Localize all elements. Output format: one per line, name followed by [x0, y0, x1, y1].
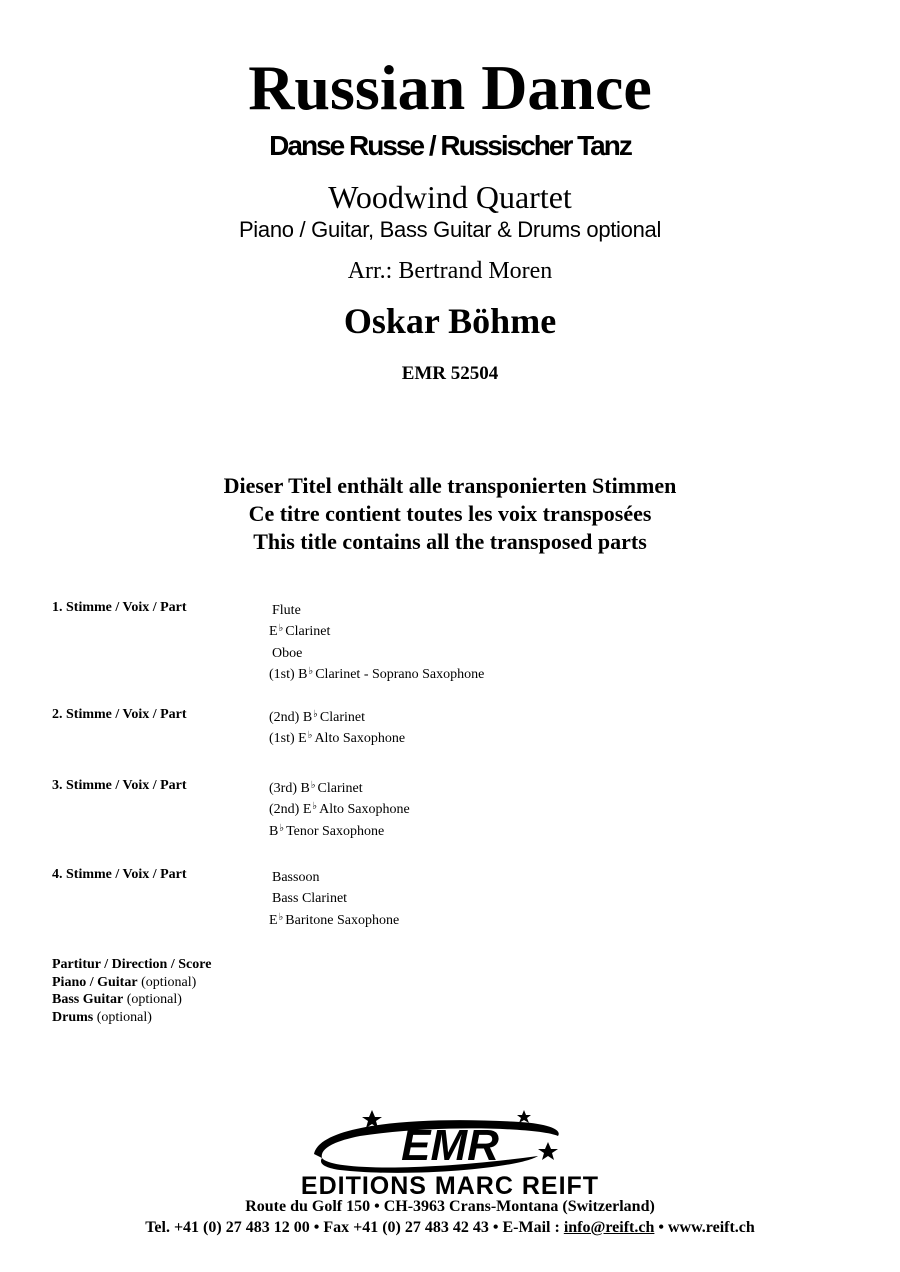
- additional-parts: [52, 956, 211, 1026]
- instrument-line: (1st) E♭ Alto Saxophone: [269, 730, 406, 747]
- flat-symbol: ♭: [279, 822, 285, 834]
- instrument-line: E♭ Baritone Saxophone: [269, 911, 400, 928]
- part-2-label: 2. Stimme / Voix / Part: [52, 707, 187, 722]
- instrument-line: (1st) B♭ Clarinet - Soprano Saxophone: [269, 665, 485, 682]
- part-1-instruments: [269, 599, 484, 684]
- flat-symbol: ♭: [313, 709, 318, 720]
- phone: Tel. +41 (0) 27 483 12 00: [145, 1219, 310, 1236]
- logo-mark: EMR: [401, 1121, 499, 1170]
- subtitle: Danse Russe / Russischer Tanz: [269, 130, 631, 161]
- page-title: Russian Dance: [248, 52, 652, 123]
- flat-symbol: ♭: [307, 730, 313, 742]
- part-2-instruments: [269, 706, 405, 749]
- flat-symbol: ♭: [308, 665, 314, 677]
- instrument-line: (3rd) B♭ Clarinet: [269, 780, 363, 796]
- flat-symbol: ♭: [310, 780, 316, 791]
- instrument-line: Flute: [272, 603, 301, 618]
- instrument-line: (2nd) E♭ Alto Saxophone: [269, 801, 410, 818]
- emr-logo: [300, 1106, 600, 1198]
- instrument-line: (2nd) B♭ Clarinet: [269, 709, 365, 725]
- ensemble: Woodwind Quartet: [328, 179, 572, 215]
- instrument-line: Bass Clarinet: [272, 891, 348, 907]
- website-link[interactable]: www.reift.ch: [668, 1219, 755, 1236]
- part-1-label: 1. Stimme / Voix / Part: [52, 600, 187, 615]
- extra-piano-guitar: Piano / Guitar (optional): [52, 974, 197, 990]
- instrument-line: Bassoon: [272, 870, 320, 885]
- notice-english: This title contains all the transposed parts: [253, 529, 647, 554]
- part-4-instruments: [269, 866, 399, 930]
- instrument-line: E♭ Clarinet: [269, 623, 331, 640]
- flat-symbol: ♭: [278, 911, 284, 923]
- catalog-number: EMR 52504: [401, 363, 499, 384]
- notice-german: Dieser Titel enthält alle transponierten Stimmen: [223, 473, 677, 498]
- extra-drums: Drums (optional): [52, 1009, 152, 1025]
- fax: Fax +41 (0) 27 483 42 43: [323, 1219, 489, 1236]
- flat-symbol: ♭: [278, 623, 284, 635]
- part-3-instruments: [269, 777, 410, 841]
- flat-symbol: ♭: [312, 801, 318, 813]
- composer: Oskar Böhme: [343, 301, 557, 341]
- part-4-label: 4. Stimme / Voix / Part: [52, 867, 187, 882]
- email-link[interactable]: info@reift.ch: [563, 1219, 655, 1236]
- extra-score: Partitur / Direction / Score: [52, 957, 212, 972]
- notice-french: Ce titre contient toutes les voix transposées: [248, 501, 652, 526]
- instrument-line: B♭ Tenor Saxophone: [269, 822, 385, 839]
- arranger: Arr.: Bertrand Moren: [347, 258, 553, 284]
- publisher-contact: Tel. +41 (0) 27 483 12 00 • Fax +41 (0) 27 483 42 43 • E-Mail : info@reift.ch • www.reift.ch: [145, 1219, 755, 1236]
- part-3-label: 3. Stimme / Voix / Part: [52, 778, 187, 793]
- extra-bass-guitar: Bass Guitar (optional): [52, 992, 182, 1007]
- publisher-address: Route du Golf 150 • CH-3963 Crans-Montana (Switzerland): [245, 1198, 655, 1215]
- publisher-name: EDITIONS MARC REIFT: [300, 1172, 600, 1198]
- optional-instruments: Piano / Guitar, Bass Guitar & Drums optional: [238, 217, 662, 242]
- instrument-line: Oboe: [272, 645, 303, 661]
- email-label: E-Mail :: [502, 1219, 560, 1236]
